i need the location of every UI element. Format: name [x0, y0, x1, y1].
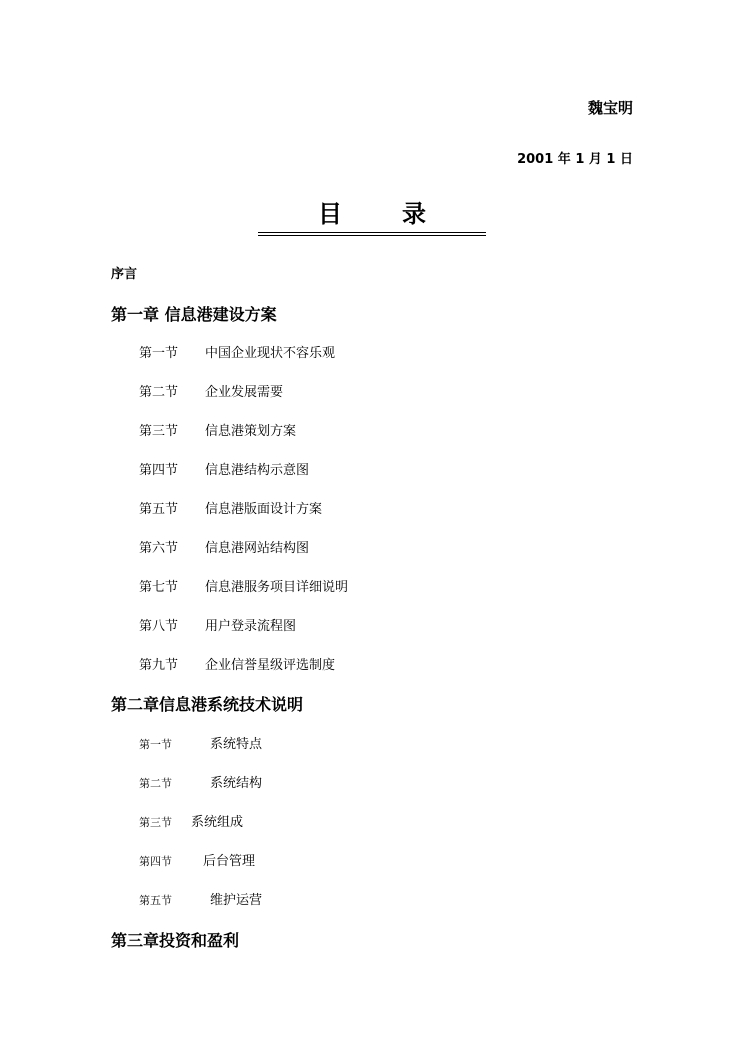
section-number: 第一节	[139, 738, 172, 751]
section-title: 后台管理	[203, 854, 256, 869]
toc-section	[139, 772, 262, 791]
toc-section	[139, 615, 296, 634]
toc-heading: 目录	[258, 196, 486, 236]
section-title: 信息港结构示意图	[205, 463, 310, 478]
section-number: 第二节	[139, 777, 172, 790]
toc-section	[139, 654, 335, 673]
section-number: 第六节	[139, 541, 179, 556]
section-number: 第二节	[139, 385, 179, 400]
toc-section	[139, 459, 309, 478]
toc-section	[139, 342, 335, 361]
toc-section	[139, 498, 322, 517]
section-number: 第四节	[139, 463, 179, 478]
toc-section	[139, 381, 283, 400]
section-title: 维护运营	[210, 893, 263, 908]
section-number: 第四节	[139, 855, 172, 868]
section-title: 信息港版面设计方案	[205, 502, 323, 517]
section-number: 第三节	[139, 816, 172, 829]
section-title: 信息港服务项目详细说明	[205, 580, 349, 595]
toc-section	[139, 576, 348, 595]
toc-section	[139, 850, 255, 869]
section-number: 第五节	[139, 502, 179, 517]
section-number: 第九节	[139, 658, 179, 673]
toc-heading-wrapper	[0, 196, 744, 236]
section-title: 企业发展需要	[205, 385, 284, 400]
section-number: 第七节	[139, 580, 179, 595]
toc-section	[139, 889, 262, 908]
toc-chapter-2: 第二章信息港系统技术说明	[111, 695, 304, 714]
section-number: 第一节	[139, 346, 179, 361]
section-title: 企业信誉星级评选制度	[205, 658, 336, 673]
toc-section	[139, 811, 243, 830]
section-title: 系统特点	[210, 737, 263, 752]
section-number: 第八节	[139, 619, 179, 634]
toc-chapter-1: 第一章 信息港建设方案	[111, 305, 277, 324]
section-title: 信息港网站结构图	[205, 541, 310, 556]
section-number: 第五节	[139, 894, 172, 907]
author-name: 魏宝明	[587, 99, 633, 117]
toc-chapter-3: 第三章投资和盈利	[111, 931, 240, 950]
section-title: 系统组成	[191, 815, 244, 830]
section-number: 第三节	[139, 424, 179, 439]
toc-section	[139, 537, 309, 556]
section-title: 系统结构	[210, 776, 263, 791]
section-title: 信息港策划方案	[205, 424, 297, 439]
section-title: 用户登录流程图	[205, 619, 297, 634]
document-date: 2001 年 1 月 1 日	[517, 152, 633, 167]
section-title: 中国企业现状不容乐观	[205, 346, 336, 361]
toc-section	[139, 420, 296, 439]
toc-preface: 序言	[111, 267, 138, 282]
toc-section	[139, 733, 262, 752]
